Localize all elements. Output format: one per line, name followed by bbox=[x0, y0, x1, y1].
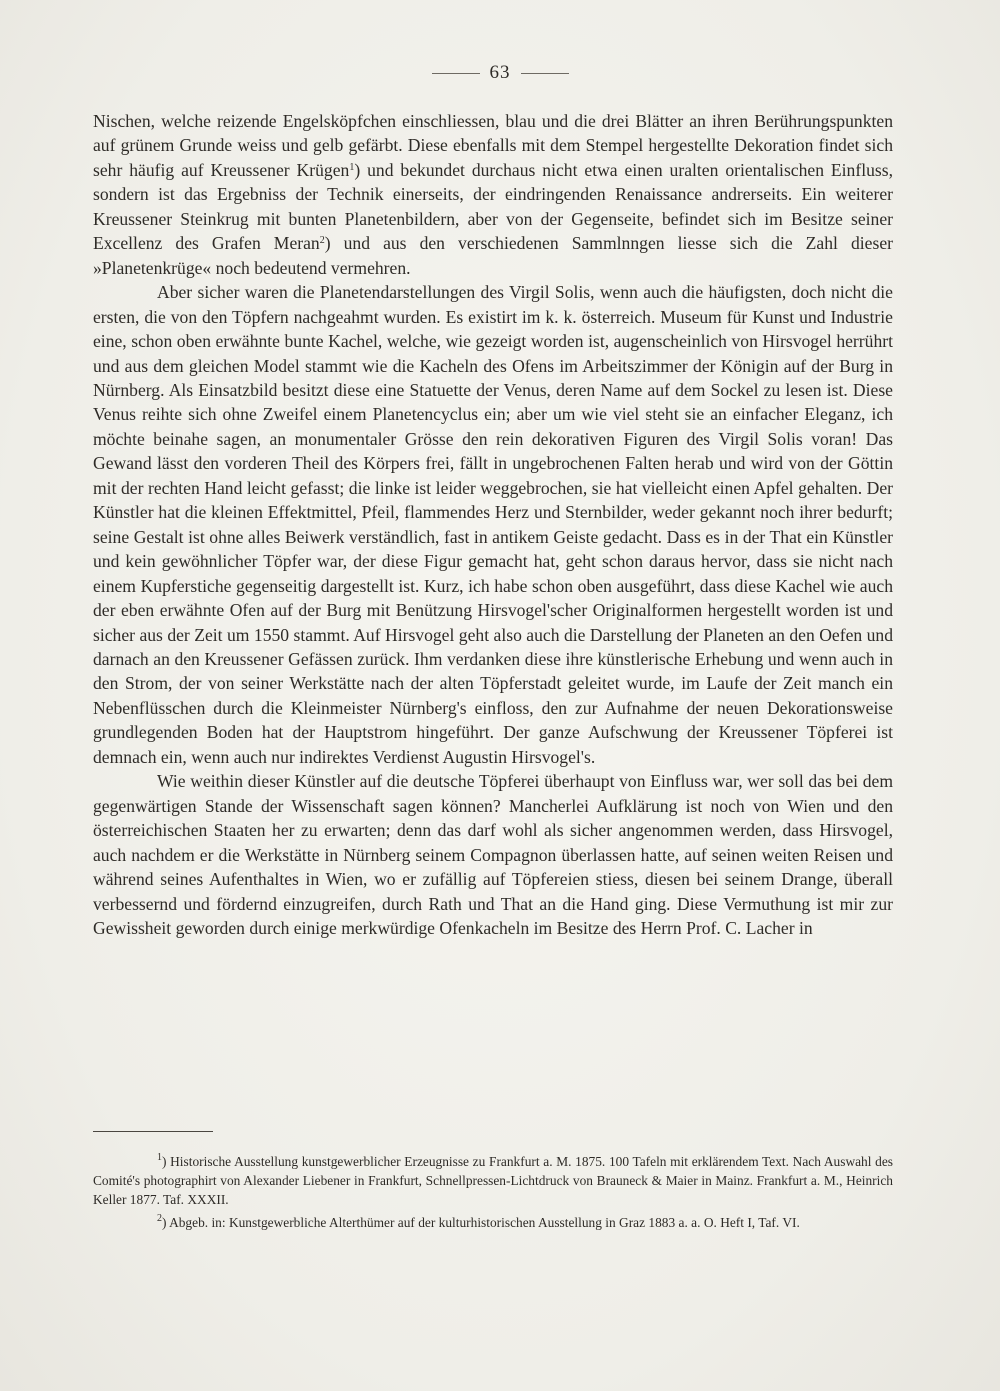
footnote-reference: 2 bbox=[319, 235, 325, 247]
footnotes bbox=[93, 1152, 893, 1232]
footnote-text: ) Abgeb. in: Kunstgewerbliche Alterthümer auf der kulturhistorischen Ausstellung in Graz 1883 a. a. O. Heft I, Taf. VI. bbox=[162, 1214, 800, 1230]
paragraph bbox=[93, 109, 893, 280]
paragraph-text: Wie weithin dieser Künstler auf die deutsche Töpferei überhaupt von Einfluss war, wer soll das bei dem gegenwärtigen Stande der Wissenschaft sagen können? Mancherlei Aufklärung ist noch von Wien und den österreichischen Staaten her zu erwarten; denn das darf wohl als sicher angenommen werden, dass Hirsvogel, auch nachdem er die Werkstätte in Nürnberg seinem Compagnon überlassen hatte, auf seinen weiten Reisen und während seines Aufenthaltes in Wien, wo er zufällig auf Töpfereien stiess, diesen bei seinem Drange, überall verbessernd und fördernd einzugreifen, durch Rath und That an die Hand ging. Diese Vermuthung ist mir zur Gewissheit geworden durch einige merkwürdige Ofenkacheln im Besitze des Herrn Prof. C. Lacher in bbox=[93, 771, 893, 938]
footnote-separator bbox=[93, 1131, 213, 1132]
footnote-mark: 2 bbox=[157, 1212, 162, 1224]
paragraph bbox=[93, 280, 893, 769]
paragraph-text: Aber sicher waren die Planetendarstellungen des Virgil Solis, wenn auch die häufigsten, doch nicht die ersten, die von den Töpfern nachgeahmt wurden. Es existirt im k. k. österreich. Museum für Kunst und Industrie eine, schon oben erwähnte bunte Kachel, welche, wie gezeigt worden ist, augenscheinlich von Hirsvogel herrührt und aus dem gleichen Model stammt wie die Kacheln des Ofens im Arbeitszimmer der Königin auf der Burg in Nürnberg. Als Einsatzbild besitzt diese eine Statuette der Venus, deren Name auf dem Sockel zu lesen ist. Diese Venus reihte sich ohne Zweifel einem Planetencyclus ein; aber um wie viel steht sie an einfacher Eleganz, ich möchte beinahe sagen, an monumentaler Grösse den rein dekorativen Figuren des Virgil Solis voran! Das Gewand lässt den vorderen Theil des Körpers frei, fällt in ungebrochenen Falten herab und wird von der Göttin mit der rechten Hand leicht gefasst; die linke ist leider weggebrochen, sie hat vielleicht einen Apfel gehalten. Der Künstler hat die kleinen Effektmittel, Pfeil, flammendes Herz und Sternbilder, weder gekannt noch ihrer bedurft; seine Gestalt ist ohne alles Beiwerk verständlich, fast in antikem Geiste gedacht. Dass es in der That ein Künstler und kein gewöhnlicher Töpfer war, der diese Figur gemacht hat, geht schon daraus hervor, dass sie nicht nach einem Kupferstiche gegenseitig dargestellt ist. Kurz, ich habe schon oben ausgeführt, dass diese Kachel wie auch der eben erwähnte Ofen auf der Burg mit Benützung Hirsvogel'scher Originalformen hergestellt worden ist und sicher aus der Zeit um 1550 stammt. Auf Hirsvogel geht also auch die Darstellung der Planeten an den Oefen und darnach an den Kreussener Gefässen zurück. Ihm verdanken diese ihre künstlerische Erhebung und wenn auch in den Strom, der von seiner Werkstätte nach der alten Töpferstadt geleitet wurde, im Laufe der Zeit manch ein Nebenflüsschen durch die Kleinmeister Nürnberg's einfloss, den zur Aufnahme der neuen Dekorationsweise grundlegenden Boden hat der Hauptstrom hingeführt. Der ganze Aufschwung der Kreussener Töpferei ist demnach ein, wenn auch nur indirektes Verdienst Augustin Hirsvogel's. bbox=[93, 282, 893, 767]
header-rule-left bbox=[432, 73, 480, 74]
footnote-text: ) Historische Ausstellung kunstgewerblicher Erzeugnisse zu Frankfurt a. M. 1875. 100 Tafeln mit erklärendem Text. Nach Auswahl des Comité's photographirt von Alexander Liebener in Frankfurt, Schnellpressen-Lichtdruck von Brauneck & Maier in Mainz. Frankfurt a. M., Heinrich Keller 1877. Taf. XXXII. bbox=[93, 1154, 893, 1208]
paragraph-text: ) und aus den verschiedenen Sammlnngen liesse sich die Zahl dieser »Planetenkrüge« noch bedeutend vermehren. bbox=[93, 233, 893, 278]
page-header bbox=[0, 58, 1000, 88]
footnote bbox=[93, 1213, 893, 1232]
page-number: 63 bbox=[489, 62, 511, 83]
footnote bbox=[93, 1152, 893, 1210]
paragraph-text: ) und bekundet durchaus nicht etwa einen uralten orientalischen Einfluss, sondern ist das Ergebniss der Technik einerseits, der eindringenden Renaissance andrerseits. Ein weiterer Kreussener Steinkrug mit bunten Planetenbildern, aber von der Gegenseite, befindet sich im Besitze seiner Excellenz des Grafen Meran bbox=[93, 159, 893, 254]
paragraph bbox=[93, 769, 893, 940]
header-rule-right bbox=[521, 73, 569, 74]
footnote-mark: 1 bbox=[157, 1152, 162, 1163]
footnote-reference: 1 bbox=[349, 161, 355, 173]
paragraph-text: Nischen, welche reizende Engelsköpfchen einschliessen, blau und die drei Blätter an ihren Berührungspunkten auf grünem Grunde weiss und gelb gefärbt. Diese ebenfalls mit dem Stempel hergestellte Dekoration findet sich sehr häufig auf Kreussener Krügen bbox=[93, 111, 893, 180]
body-text bbox=[93, 109, 893, 940]
